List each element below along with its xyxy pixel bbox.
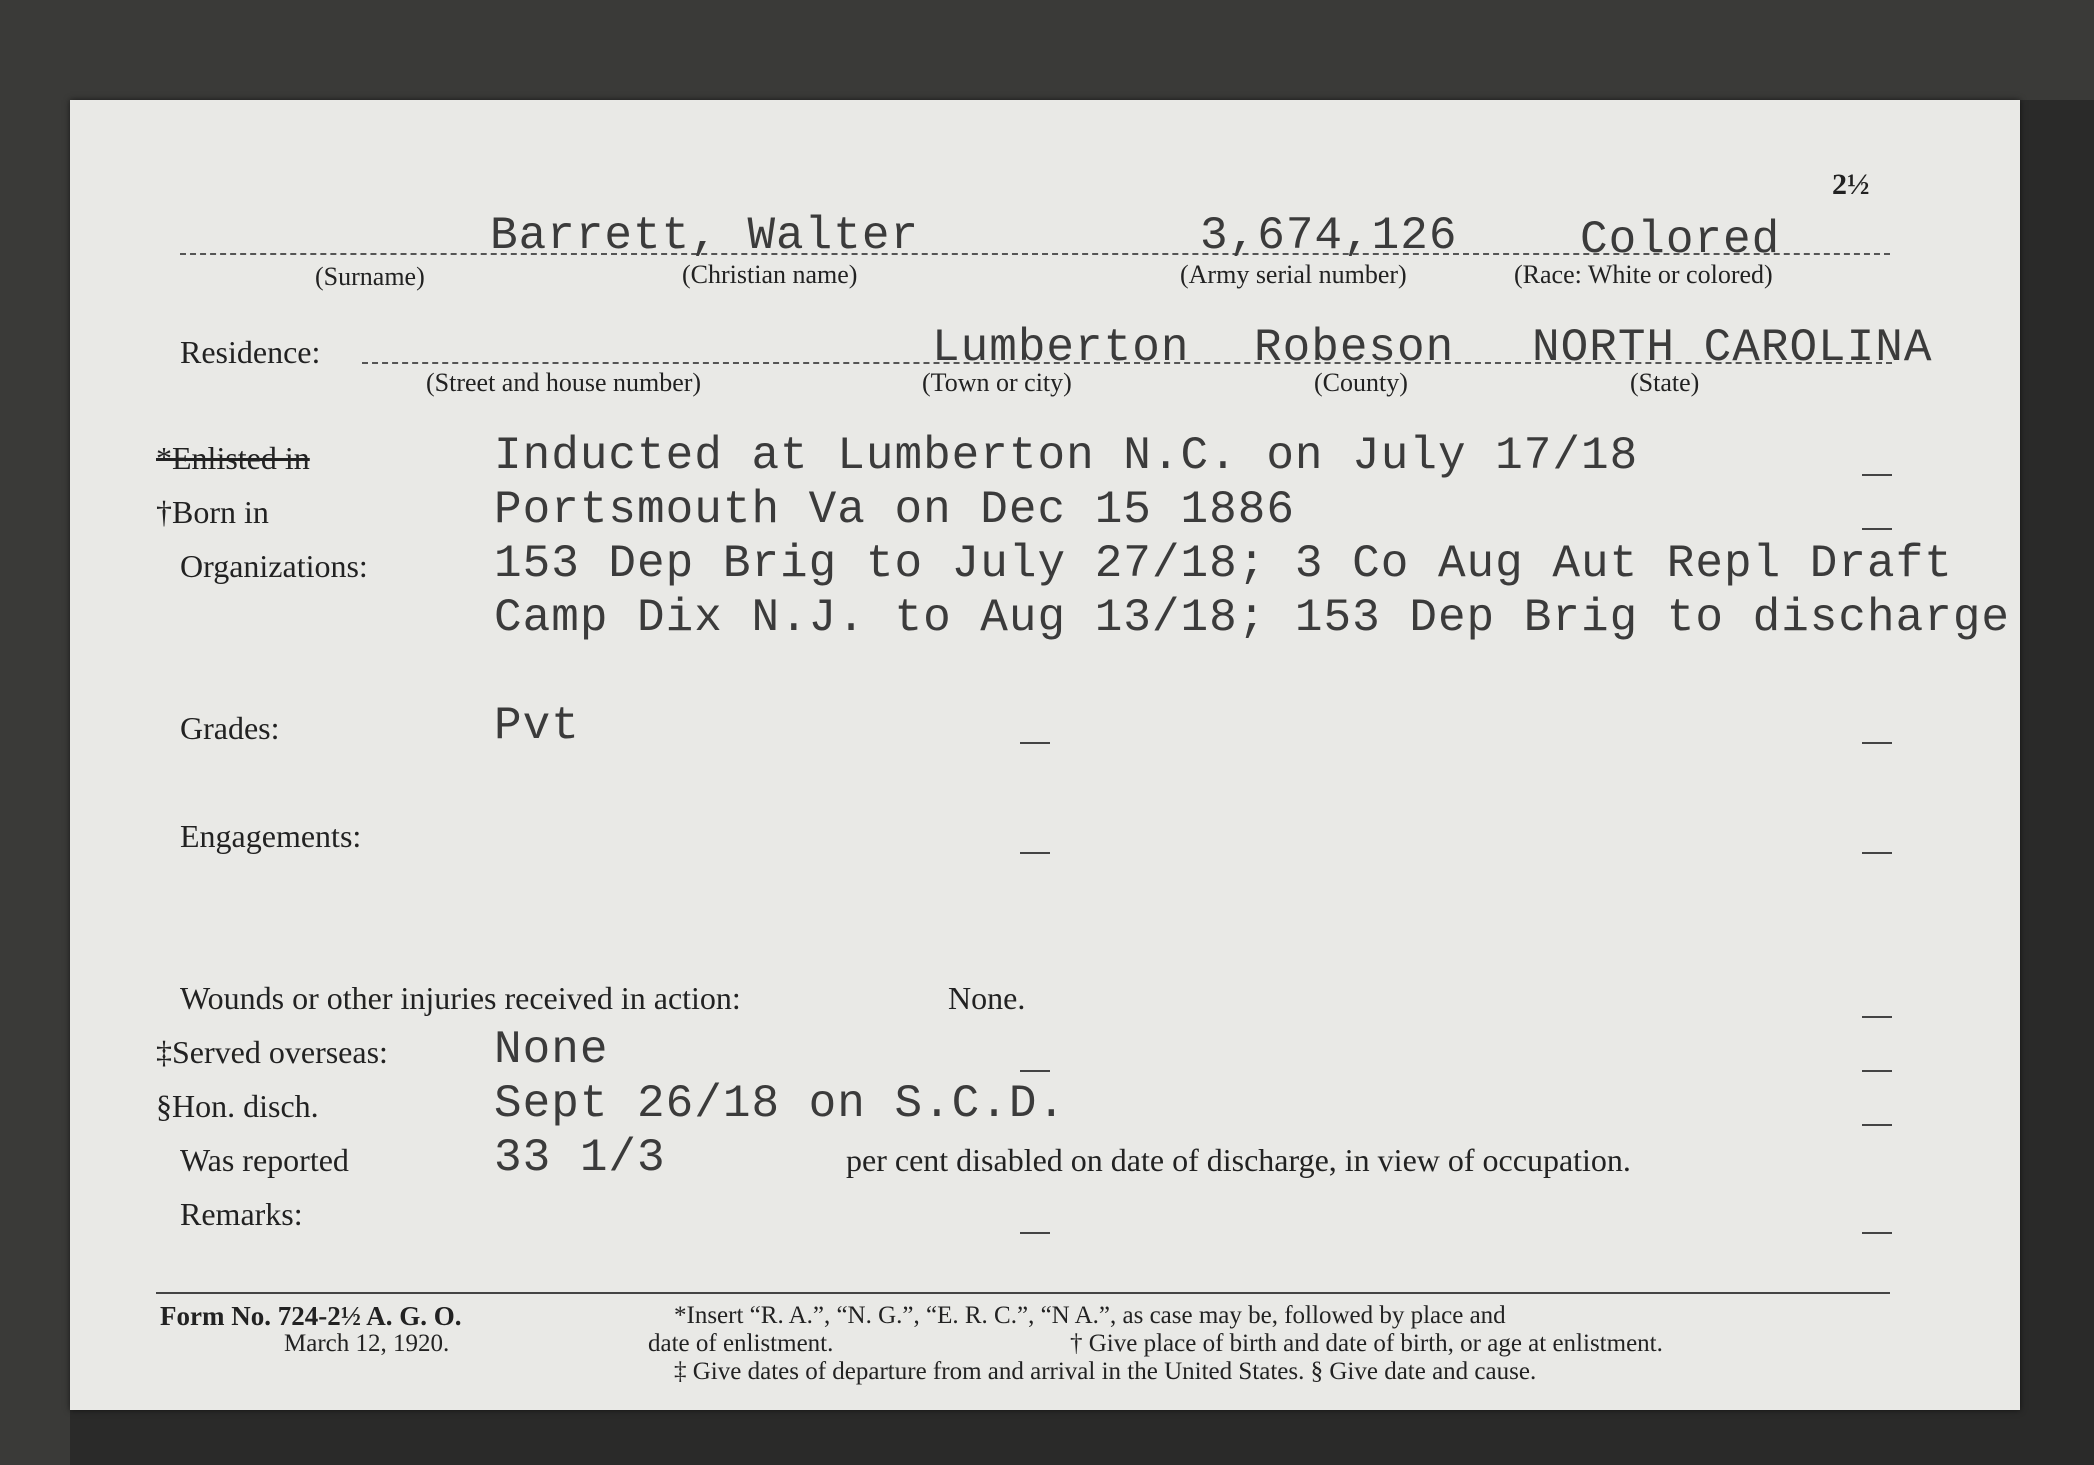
form-date: March 12, 1920. (284, 1330, 450, 1357)
organizations-line-2: Camp Dix N.J. to Aug 13/18; 153 Dep Brig to discharge (494, 592, 2011, 644)
grades-value: Pvt (494, 700, 580, 752)
reported-label: Was reported (180, 1142, 349, 1178)
mid-mark (1020, 1070, 1050, 1072)
end-mark (1862, 742, 1892, 744)
mid-mark (1020, 852, 1050, 854)
end-mark (1862, 1124, 1892, 1126)
footer-rule (156, 1292, 1890, 1294)
footnote-line-2b: † Give place of birth and date of birth, or age at enlistment. (1070, 1330, 1663, 1357)
reported-value: 33 1/3 (494, 1132, 666, 1184)
overseas-value: None (494, 1024, 609, 1076)
state-value: NORTH CAROLINA (1532, 322, 1933, 374)
state-caption: (State) (1630, 368, 1700, 397)
grades-label: Grades: (180, 710, 280, 746)
card-number: 2½ (1832, 168, 1870, 201)
end-mark (1862, 1016, 1892, 1018)
enlisted-label: *Enlisted in (156, 440, 310, 476)
organizations-line-1: 153 Dep Brig to July 27/18; 3 Co Aug Aut Repl Draft (494, 538, 1953, 590)
surname-caption: (Surname) (315, 262, 425, 291)
end-mark (1862, 1070, 1892, 1072)
race-value: Colored (1580, 214, 1781, 266)
street-caption: (Street and house number) (426, 368, 702, 397)
enlisted-value: Inducted at Lumberton N.C. on July 17/18 (494, 430, 1639, 482)
end-mark (1862, 474, 1892, 476)
dark-background-left (0, 0, 70, 1465)
wounds-value: None. (948, 980, 1026, 1016)
race-caption: (Race: White or colored) (1514, 260, 1773, 289)
footnote-line-1: *Insert “R. A.”, “N. G.”, “E. R. C.”, “N A.”, as case may be, followed by place and (674, 1302, 1506, 1329)
town-value: Lumberton (932, 322, 1190, 374)
form-number: Form No. 724-2½ A. G. O. (160, 1301, 462, 1331)
end-mark (1862, 1232, 1892, 1234)
serial-number-value: 3,674,126 (1200, 210, 1458, 262)
name-value: Barrett, Walter (490, 210, 920, 262)
town-caption: (Town or city) (922, 368, 1072, 397)
end-mark (1862, 528, 1892, 530)
footnote-line-2a: date of enlistment. (648, 1330, 834, 1357)
born-value: Portsmouth Va on Dec 15 1886 (494, 484, 1295, 536)
reported-suffix: per cent disabled on date of discharge, in view of occupation. (846, 1142, 1631, 1178)
mid-mark (1020, 742, 1050, 744)
christian-name-caption: (Christian name) (682, 260, 858, 289)
discharge-value: Sept 26/18 on S.C.D. (494, 1078, 1067, 1130)
remarks-label: Remarks: (180, 1196, 303, 1232)
record-card (70, 100, 2020, 1410)
engagements-label: Engagements: (180, 818, 362, 854)
wounds-label: Wounds or other injuries received in action: (180, 980, 741, 1016)
mid-mark (1020, 1232, 1050, 1234)
born-label: †Born in (156, 494, 269, 530)
end-mark (1862, 852, 1892, 854)
discharge-label: §Hon. disch. (156, 1088, 319, 1124)
county-value: Robeson (1254, 322, 1455, 374)
overseas-label: ‡Served overseas: (156, 1034, 388, 1070)
serial-caption: (Army serial number) (1180, 260, 1407, 289)
county-caption: (County) (1314, 368, 1408, 397)
residence-label: Residence: (180, 334, 321, 370)
dark-background-top (0, 0, 2094, 100)
organizations-label: Organizations: (180, 548, 368, 584)
footnote-line-3: ‡ Give dates of departure from and arrival in the United States. § Give date and cause. (674, 1358, 1537, 1385)
